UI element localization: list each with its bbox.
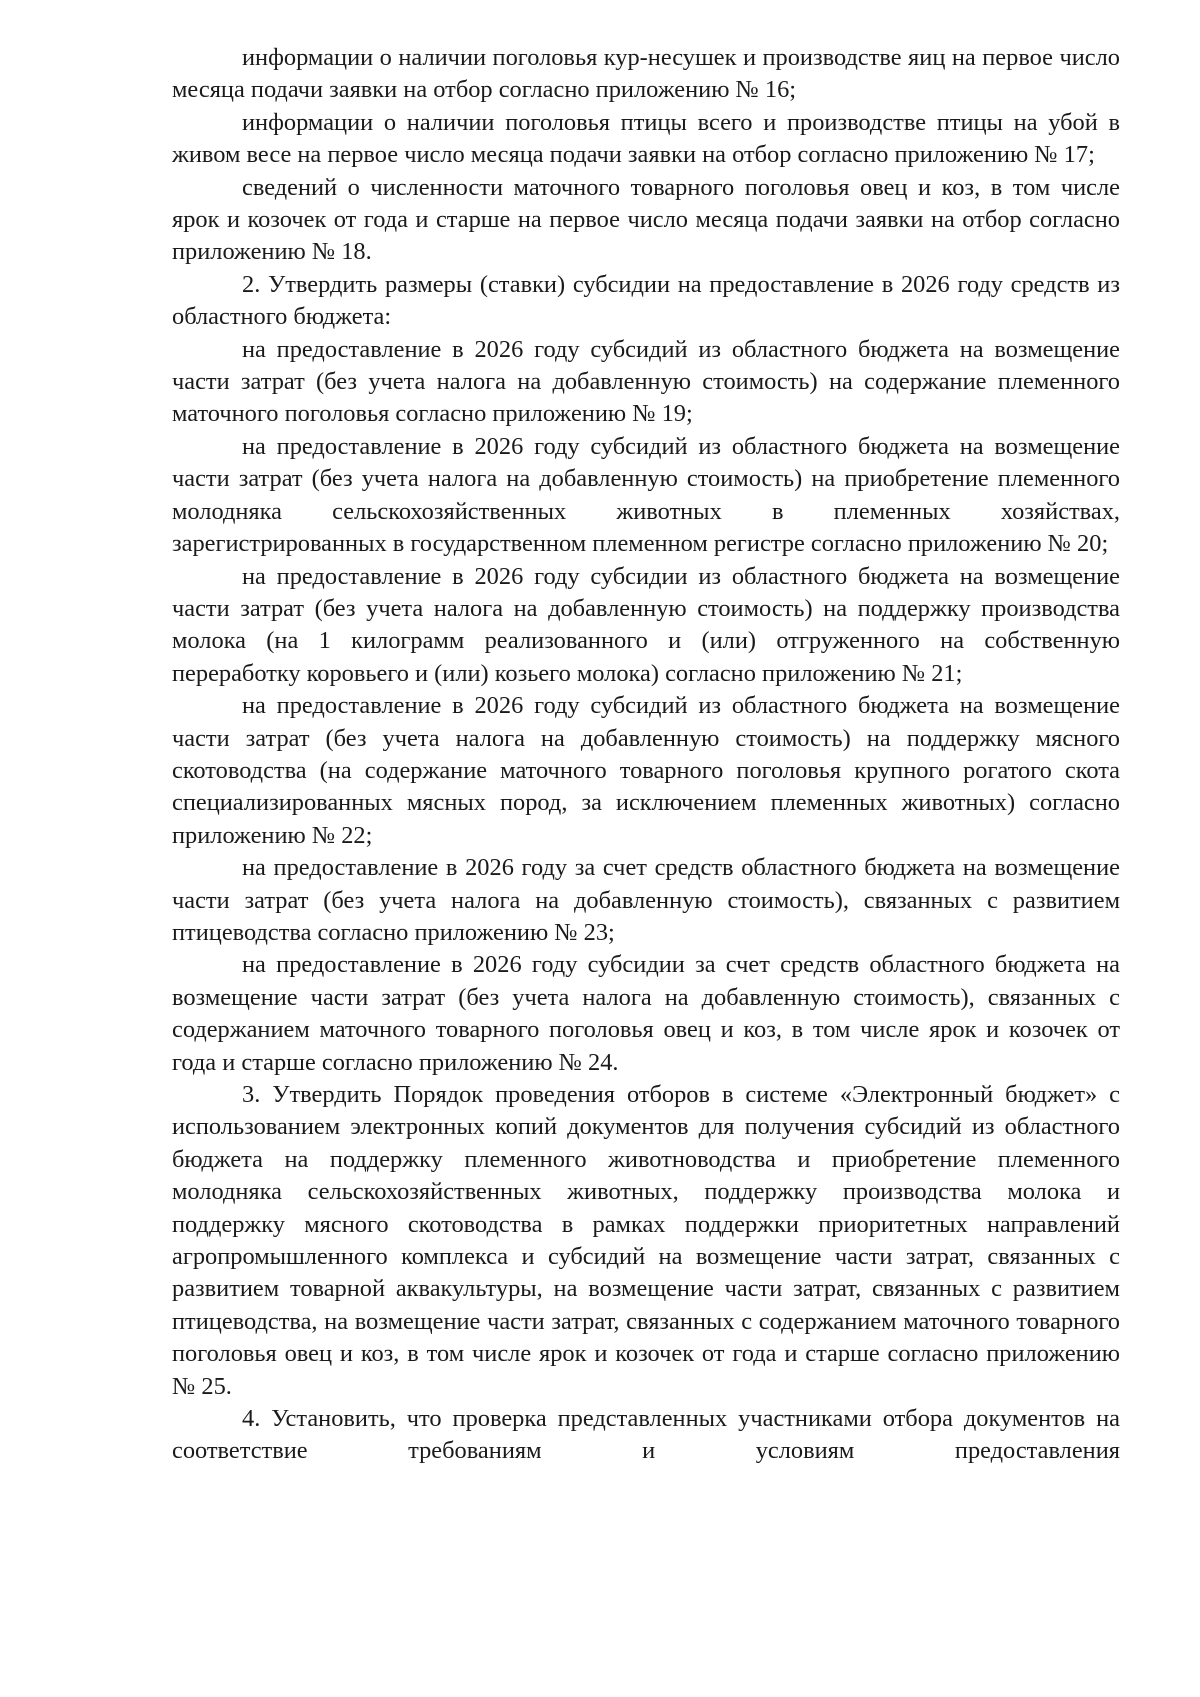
paragraph-breeding-stock-subsidy: на предоставление в 2026 году субсидий из областного бюджета на возмещение части затрат (без учета налога на добавленную стоимость) на содержание племенного маточного поголовья согласно приложению № 19; — [172, 335, 1120, 428]
paragraph-sheep-goats-subsidy: на предоставление в 2026 году субсидии за счет средств областного бюджета на возмещение части затрат (без учета налога на добавленную стоимость), связанных с содержанием маточного товарного поголовья овец и коз, в том числе ярок и козочек от года и старше согласно приложению № 24. — [172, 951, 1120, 1076]
paragraph-poultry-info: информации о наличии поголовья птицы всего и производстве птицы на убой в живом весе на первое число месяца подачи заявки на отбор согласно приложению № 17; — [172, 108, 1120, 169]
paragraph-item-4: 4. Установить, что проверка представленных участниками отбора документов на соответствие требованиям и условиям предоставления — [172, 1405, 1120, 1465]
paragraph-hens-info: информации о наличии поголовья кур-несушек и производстве яиц на первое число месяца подачи заявки на отбор согласно приложению № 16; — [172, 44, 1120, 104]
document-page — [172, 42, 1120, 1468]
paragraph-poultry-subsidy: на предоставление в 2026 году за счет средств областного бюджета на возмещение части затрат (без учета налога на добавленную стоимость), связанных с развитием птицеводства согласно приложению № 23; — [172, 854, 1120, 946]
paragraph-item-2: 2. Утвердить размеры (ставки) субсидии на предоставление в 2026 году средств из областного бюджета: — [172, 270, 1120, 331]
paragraph-item-3: 3. Утвердить Порядок проведения отборов в системе «Электронный бюджет» с использованием электронных копий документов для получения субсидий из областного бюджета на поддержку племенного животноводства и приобретение племенного молодняка сельскохозяйственных животных, поддержку производства молока и поддержку мясного скотоводства в рамках поддержки приоритетных направлений агропромышленного комплекса и субсидий на возмещение части затрат, связанных с развитием товарной аквакультуры, на возмещение части затрат, связанных с развитием птицеводства, на возмещение части затрат, связанных с содержанием маточного товарного поголовья овец и коз, в том числе ярок и козочек от года и старше согласно приложению № 25. — [172, 1081, 1120, 1400]
paragraph-young-stock-subsidy: на предоставление в 2026 году субсидий из областного бюджета на возмещение части затрат (без учета налога на добавленную стоимость) на приобретение племенного молодняка сельскохозяйственных животных в племенных хозяйствах, зарегистрированных в государственном племенном регистре согласно приложению № 20; — [172, 432, 1120, 558]
paragraph-milk-subsidy: на предоставление в 2026 году субсидии из областного бюджета на возмещение части затрат (без учета налога на добавленную стоимость) на поддержку производства молока (на 1 килограмм реализованного и (или) отгруженного на собственную переработку коровьего и (или) козьего молока) согласно приложению № 21; — [172, 562, 1120, 687]
paragraph-beef-cattle-subsidy: на предоставление в 2026 году субсидий из областного бюджета на возмещение части затрат (без учета налога на добавленную стоимость) на поддержку мясного скотоводства (на содержание маточного товарного поголовья крупного рогатого скота специализированных мясных пород, за исключением племенных животных) согласно приложению № 22; — [172, 692, 1120, 849]
paragraph-sheep-goats-info: сведений о численности маточного товарного поголовья овец и коз, в том числе ярок и козочек от года и старше на первое число месяца подачи заявки на отбор согласно приложению № 18. — [172, 173, 1120, 266]
